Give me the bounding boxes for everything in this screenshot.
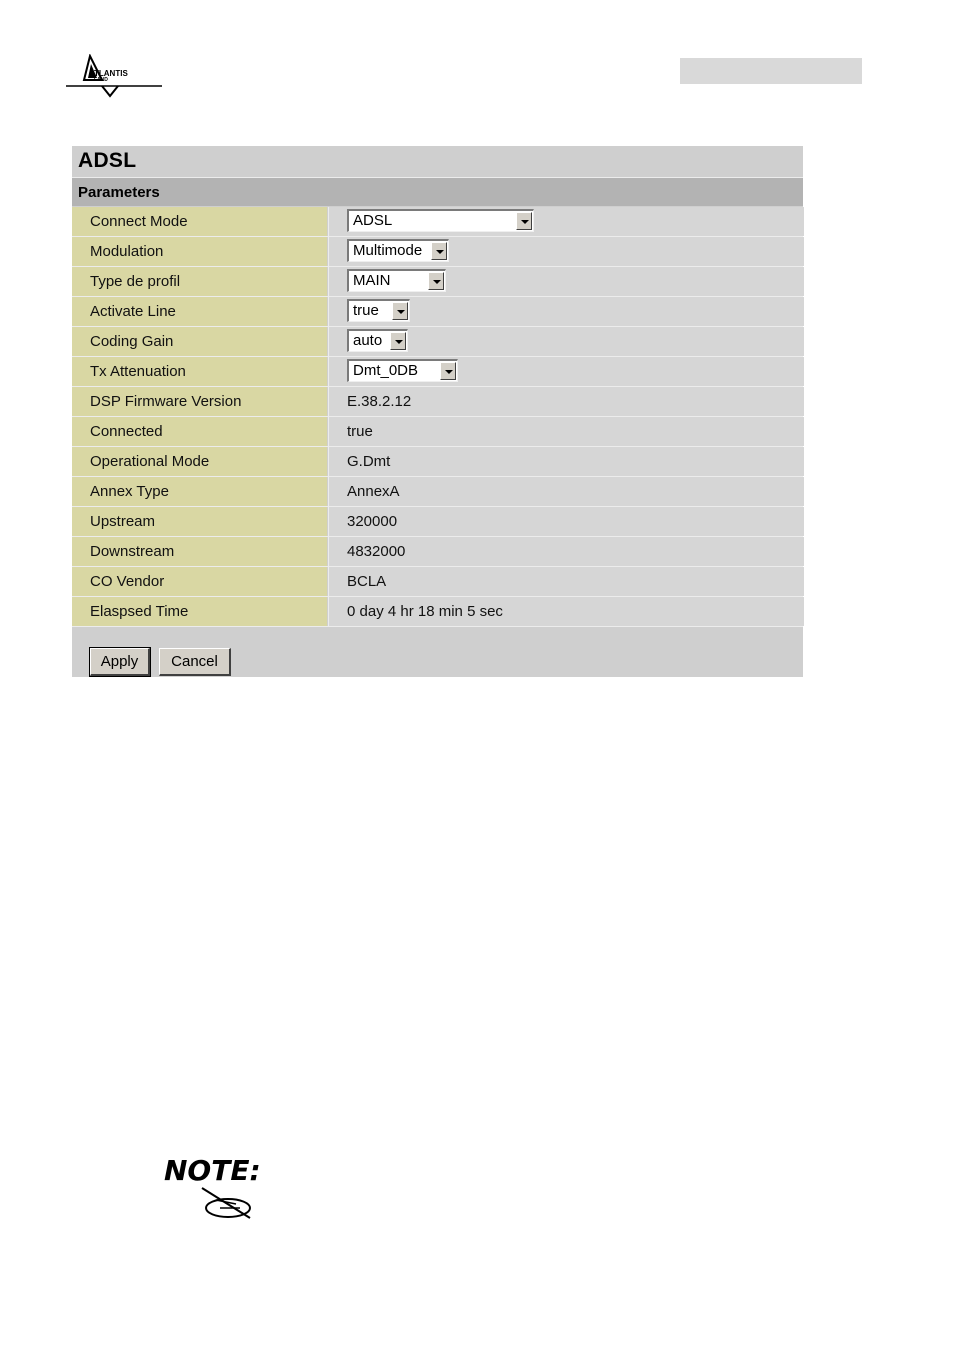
tx-attenuation-select[interactable]: Dmt_0DB	[347, 359, 458, 382]
apply-button[interactable]: Apply	[90, 648, 150, 676]
modulation-select[interactable]: Multimode	[347, 239, 449, 262]
row-tx-attenuation	[72, 357, 803, 387]
chevron-down-icon[interactable]	[516, 212, 532, 230]
row-label: Upstream	[90, 513, 156, 530]
row-dsp-firmware-version	[72, 387, 803, 417]
row-downstream	[72, 537, 803, 567]
cancel-button[interactable]: Cancel	[159, 648, 231, 676]
connected-value: true	[347, 423, 373, 440]
row-label: Modulation	[90, 243, 164, 260]
row-operational-mode	[72, 447, 803, 477]
row-co-vendor	[72, 567, 803, 597]
row-elapsed-time	[72, 597, 803, 627]
row-label: Annex Type	[90, 483, 169, 500]
connect-mode-select[interactable]: ADSL	[347, 209, 534, 232]
operational-mode-value: G.Dmt	[347, 453, 391, 470]
row-label: Operational Mode	[90, 453, 210, 470]
row-upstream	[72, 507, 803, 537]
chevron-down-icon[interactable]	[390, 332, 406, 350]
row-label: DSP Firmware Version	[90, 393, 242, 410]
chevron-down-icon[interactable]	[428, 272, 444, 290]
co-vendor-value: BCLA	[347, 573, 387, 590]
row-label: Type de profil	[90, 273, 181, 290]
row-label: Activate Line	[90, 303, 176, 320]
row-modulation	[72, 237, 803, 267]
row-label: Tx Attenuation	[90, 363, 186, 380]
row-label: Coding Gain	[90, 333, 174, 350]
svg-text:LAND: LAND	[94, 77, 108, 83]
row-label: Connected	[90, 423, 163, 440]
row-label: Elaspsed Time	[90, 603, 189, 620]
annex-type-value: AnnexA	[347, 483, 400, 500]
parameters-table	[72, 207, 803, 627]
page-title-bar	[72, 146, 803, 178]
downstream-value: 4832000	[347, 543, 406, 560]
upstream-value: 320000	[347, 513, 398, 530]
row-connect-mode	[72, 207, 803, 237]
row-coding-gain	[72, 327, 803, 357]
dsp-firmware-version-value: E.38.2.12	[347, 393, 412, 410]
row-type-de-profil	[72, 267, 803, 297]
row-connected	[72, 417, 803, 447]
row-annex-type	[72, 477, 803, 507]
coding-gain-select[interactable]: auto	[347, 329, 408, 352]
row-label: CO Vendor	[90, 573, 165, 590]
elapsed-time-value: 0 day 4 hr 18 min 5 sec	[347, 603, 503, 620]
note-label: NOTE:	[164, 1154, 261, 1187]
atlantis-land-logo-icon	[64, 54, 164, 100]
section-header	[72, 178, 803, 206]
chevron-down-icon[interactable]	[440, 362, 456, 380]
chevron-down-icon[interactable]	[431, 242, 447, 260]
row-label: Connect Mode	[90, 213, 188, 230]
type-de-profil-select[interactable]: MAIN	[347, 269, 446, 292]
section-title: Parameters	[78, 184, 160, 201]
row-label: Downstream	[90, 543, 175, 560]
adsl-panel	[72, 146, 803, 677]
note-pen-icon	[160, 1148, 270, 1226]
activate-line-select[interactable]: true	[347, 299, 410, 322]
row-activate-line	[72, 297, 803, 327]
header-bar	[680, 58, 862, 84]
svg-text:TLANTIS: TLANTIS	[94, 69, 128, 78]
chevron-down-icon[interactable]	[392, 302, 408, 320]
page-title: ADSL	[78, 149, 137, 172]
